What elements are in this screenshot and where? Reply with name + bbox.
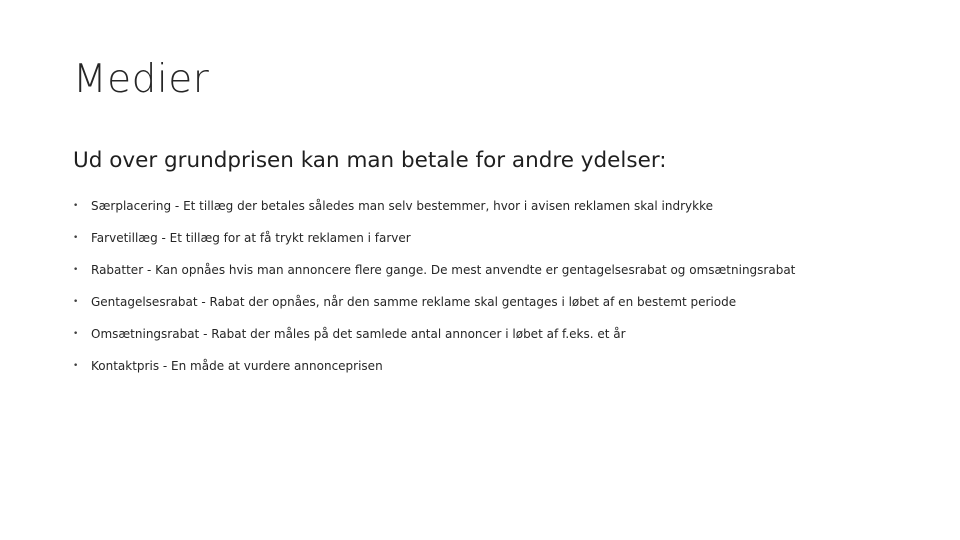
bullet-icon: • xyxy=(73,297,79,307)
bullet-icon: • xyxy=(73,329,79,339)
bullet-text: Farvetillæg - Et tillæg for at få trykt reklamen i farver xyxy=(91,231,411,245)
bullet-item xyxy=(73,286,795,318)
bullet-icon: • xyxy=(73,233,79,243)
bullet-item xyxy=(73,318,795,350)
slide-title: Medier xyxy=(73,57,210,102)
bullet-text: Særplacering - Et tillæg der betales således man selv bestemmer, hvor i avisen reklamen skal indrykke xyxy=(91,199,713,213)
bullet-icon: • xyxy=(73,265,79,275)
bullet-item xyxy=(73,222,795,254)
bullet-text: Gentagelsesrabat - Rabat der opnåes, når den samme reklame skal gentages i løbet af en bestemt periode xyxy=(91,295,737,309)
bullet-list xyxy=(73,190,795,382)
bullet-icon: • xyxy=(73,361,79,371)
bullet-text: Rabatter - Kan opnåes hvis man annoncere flere gange. De mest anvendte er gentagelsesrabat og omsætningsrabat xyxy=(91,263,796,277)
bullet-item xyxy=(73,254,795,286)
bullet-icon: • xyxy=(73,201,79,211)
bullet-item xyxy=(73,190,795,222)
bullet-item xyxy=(73,350,795,382)
bullet-text: Omsætningsrabat - Rabat der måles på det samlede antal annoncer i løbet af f.eks. et år xyxy=(91,327,626,341)
slide-subtitle: Ud over grundprisen kan man betale for andre ydelser: xyxy=(73,148,667,173)
bullet-text: Kontaktpris - En måde at vurdere annonceprisen xyxy=(91,359,383,373)
